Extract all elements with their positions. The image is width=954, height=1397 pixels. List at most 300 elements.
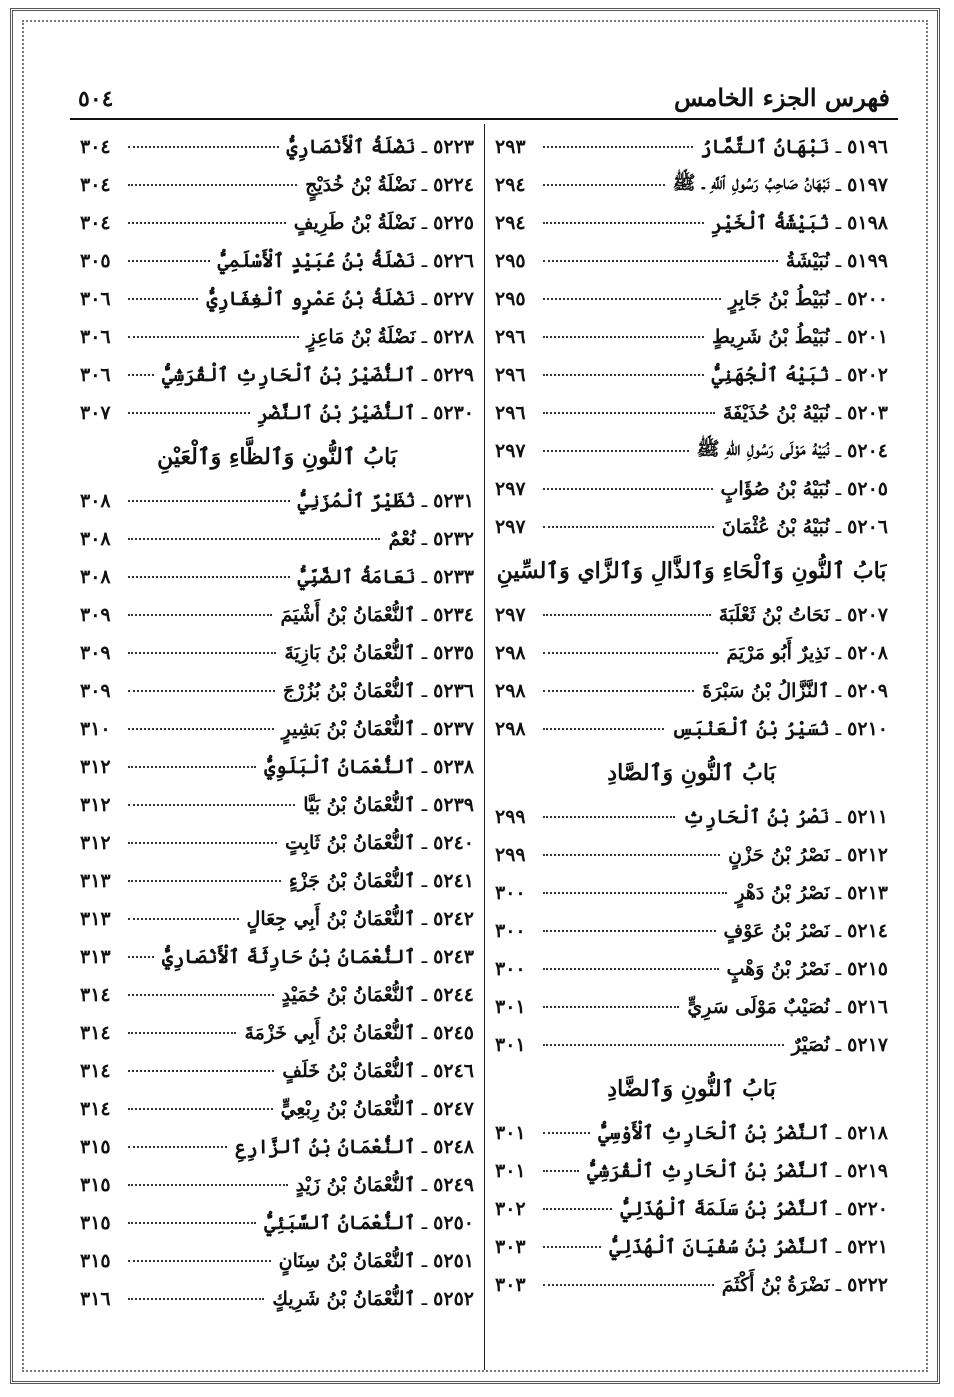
entry-number: ٥٢٢٠ (847, 1198, 888, 1220)
entry-dash: ـ (835, 364, 842, 386)
index-entry (495, 672, 888, 710)
entry-number: ٥٢٢١ (847, 1236, 888, 1258)
entry-number: ٥٢١٧ (847, 1034, 888, 1056)
dot-leader (543, 892, 727, 894)
dot-leader (128, 576, 290, 578)
entry-dash: ـ (421, 136, 428, 158)
dot-leader (128, 1070, 274, 1072)
entry-page-number: ٣٠٦ (80, 364, 111, 386)
index-entry (80, 786, 474, 824)
section-heading: بَابُ ٱلنُّونِ وَٱلضَّادِ (607, 1076, 776, 1102)
entry-number: ٥٢٠٩ (847, 680, 888, 702)
entry-dash: ـ (835, 174, 842, 196)
dot-leader (543, 260, 778, 262)
entry-name: نَذِيرٌ أَبُو مَرْيَمَ (726, 642, 830, 664)
entry-number: ٥٢١٥ (847, 958, 888, 980)
dot-leader (128, 956, 154, 958)
entry-number: ٥٢٥٢ (433, 1288, 474, 1310)
index-entry (495, 798, 888, 836)
dot-leader (543, 1044, 784, 1046)
entry-name: ٱلنُّعْمَانُ بْنُ سِنَانٍ (278, 1250, 416, 1272)
index-entry (495, 356, 888, 394)
entry-page-number: ٢٩٩ (495, 806, 526, 828)
entry-page-number: ٣١٤ (80, 1060, 111, 1082)
entry-name: نُعْمٌ (388, 528, 416, 550)
entry-page-number: ٣٠٩ (80, 604, 111, 626)
entry-name: نَصْرُ بْنُ حَزْنٍ (728, 844, 830, 866)
entry-number: ٥٢٣٤ (433, 604, 474, 626)
entry-dash: ـ (421, 1250, 428, 1272)
entry-page-number: ٣١٥ (80, 1136, 111, 1158)
entry-number: ٥١٩٧ (847, 174, 888, 196)
entry-name: ٱلنُّعْمَانُ بْنُ ٱلزَّارِعِ (235, 1136, 416, 1158)
entry-name: ٱلنُّضَيْرُ بْنُ ٱلْحَارِثِ ٱلْقُرَشِيُّ (161, 364, 416, 386)
entry-name: نُبَيْهُ بْنُ عُثْمَانَ (721, 516, 830, 538)
entry-page-number: ٢٩٧ (495, 478, 526, 500)
entry-page-number: ٢٩٧ (495, 440, 526, 462)
entry-name: ٱلنُّعْمَانُ بْنُ بَشِيرٍ (281, 718, 416, 740)
dot-leader (543, 222, 704, 224)
page-number: ٥٠٤ (78, 86, 114, 112)
index-entry (495, 836, 888, 874)
dot-leader (543, 336, 704, 338)
section-heading: بَابُ ٱلنُّونِ وَٱلصَّادِ (607, 760, 776, 786)
entry-number: ٥٢٠٥ (847, 478, 888, 500)
index-entry (80, 520, 474, 558)
entry-number: ٥٢٢٥ (433, 212, 474, 234)
entry-dash: ـ (421, 174, 428, 196)
dot-leader (128, 652, 276, 654)
entry-page-number: ٢٩٦ (495, 402, 526, 424)
entry-dash: ـ (421, 1212, 428, 1234)
entry-number: ٥٢٣٣ (433, 566, 474, 588)
entry-name: ٱلنُّعْمَانُ بْنُ بُزُرْجَ (282, 680, 416, 702)
entry-dash: ـ (421, 718, 428, 740)
index-page (70, 80, 898, 1370)
entry-dash: ـ (421, 364, 428, 386)
entry-dash: ـ (835, 680, 842, 702)
entry-page-number: ٣١٣ (80, 908, 111, 930)
entry-dash: ـ (421, 1060, 428, 1082)
entry-dash: ـ (421, 528, 428, 550)
entry-page-number: ٢٩٧ (495, 604, 526, 626)
entry-name: ٱلنُّعْمَانُ بْنُ بَازِيَةَ (284, 642, 416, 664)
entry-dash: ـ (421, 984, 428, 1006)
entry-name: نُبَيْشَةُ (785, 250, 830, 272)
dot-leader (543, 690, 694, 692)
dot-leader (128, 1298, 264, 1300)
index-entry (80, 938, 474, 976)
entry-name: ٱلنُّعْمَانُ ٱلسَّبَئِيُّ (264, 1212, 416, 1234)
dot-leader (128, 1108, 273, 1110)
entry-page-number: ٣٠٩ (80, 642, 111, 664)
entry-dash: ـ (421, 402, 428, 424)
index-entry (495, 1266, 888, 1304)
index-entry (80, 128, 474, 166)
entry-page-number: ٢٩٣ (495, 136, 526, 158)
dot-leader (543, 728, 664, 730)
entry-page-number: ٣٠٤ (80, 212, 111, 234)
index-entry (495, 318, 888, 356)
entry-dash: ـ (835, 642, 842, 664)
index-entry (80, 748, 474, 786)
entry-name: نَحَاتُ بْنُ ثَعْلَبَةَ (718, 604, 830, 626)
entry-number: ٥٢١٨ (847, 1122, 888, 1144)
entry-page-number: ٣١٢ (80, 832, 111, 854)
index-entry (80, 280, 474, 318)
entry-dash: ـ (835, 958, 842, 980)
entry-dash: ـ (421, 908, 428, 930)
index-entry (80, 634, 474, 672)
entry-name: نَصْرُ بْنُ ٱلْحَارِثِ (682, 806, 830, 828)
index-entry (495, 634, 888, 672)
dot-leader (128, 918, 239, 920)
entry-name: ٱلنُّعْمَانُ بْنُ أَبِي جِعَالٍ (246, 908, 416, 930)
entry-dash: ـ (835, 288, 842, 310)
entry-number: ٥٢٤٤ (433, 984, 474, 1006)
index-entry (495, 874, 888, 912)
index-columns (70, 124, 898, 1370)
entry-name: ٱلنَّزَّالُ بْنُ سَبْرَةَ (702, 680, 830, 702)
entry-dash: ـ (835, 516, 842, 538)
entry-number: ٥٢٠٢ (847, 364, 888, 386)
entry-page-number: ٣٠٧ (80, 402, 111, 424)
dot-leader (543, 374, 704, 376)
entry-number: ٥٢١٩ (847, 1160, 888, 1182)
entry-dash: ـ (421, 756, 428, 778)
entry-dash: ـ (835, 326, 842, 348)
dot-leader (543, 930, 716, 932)
entry-number: ٥١٩٦ (847, 136, 888, 158)
dot-leader (128, 374, 154, 376)
entry-number: ٥٢٣٨ (433, 756, 474, 778)
entry-name: نُصَيْرٌ (791, 1034, 830, 1056)
entry-name: ٱلنُّعْمَانُ بْنُ جَزْءٍ (288, 870, 416, 892)
entry-page-number: ٣٠١ (495, 996, 526, 1018)
entry-page-number: ٢٩٩ (495, 844, 526, 866)
entry-dash: ـ (835, 920, 842, 942)
entry-name: نَضْلَةُ ٱلْأَنْصَارِيُّ (286, 136, 416, 158)
dot-leader (128, 1184, 288, 1186)
index-entry (80, 204, 474, 242)
index-entry (80, 242, 474, 280)
entry-name: نُبَيْهُ مَوْلَى رَسُولِ اللهِ ﷺ (696, 438, 830, 460)
dot-leader (543, 450, 689, 452)
entry-page-number: ٢٩٧ (495, 516, 526, 538)
index-entry (495, 204, 888, 242)
entry-name: نَضْلَةُ بْنُ مَاعِزٍ (306, 326, 416, 348)
entry-dash: ـ (835, 604, 842, 626)
entry-name: ٱلنُّعْمَانُ ٱلْبَلَوِيُّ (264, 756, 416, 778)
entry-dash: ـ (421, 794, 428, 816)
index-entry (80, 1242, 474, 1280)
dot-leader (128, 538, 380, 540)
dot-leader (128, 1260, 271, 1262)
entry-number: ٥٢٠١ (847, 326, 888, 348)
entry-dash: ـ (421, 288, 428, 310)
index-entry (80, 1128, 474, 1166)
entry-number: ٥٢٢٢ (847, 1274, 888, 1296)
entry-name: نَعَامَةُ ٱلضَّبِّيُّ (297, 566, 416, 588)
entry-page-number: ٣١٥ (80, 1174, 111, 1196)
entry-number: ٥٢٠٨ (847, 642, 888, 664)
index-entry (80, 558, 474, 596)
entry-dash: ـ (421, 566, 428, 588)
dot-leader (128, 766, 256, 768)
entry-number: ٥٢٣٢ (433, 528, 474, 550)
entry-page-number: ٣٠٨ (80, 566, 111, 588)
entry-name: ٱلنُّعْمَانُ بْنُ ثَابِتٍ (285, 832, 416, 854)
entry-dash: ـ (421, 1288, 428, 1310)
entry-name: نَصْرُ بْنُ وَهْبٍ (726, 958, 830, 980)
dot-leader (128, 1146, 227, 1148)
entry-number: ٥٢٥١ (433, 1250, 474, 1272)
entry-name: ٱلنُّعْمَانُ بْنُ رِبْعِيٍّ (280, 1098, 416, 1120)
entry-dash: ـ (835, 1274, 842, 1296)
index-entry (495, 128, 888, 166)
entry-page-number: ٣٠٣ (495, 1274, 526, 1296)
dot-leader (543, 968, 719, 970)
index-entry (495, 950, 888, 988)
entry-number: ٥٢٤٩ (433, 1174, 474, 1196)
index-entry (80, 318, 474, 356)
index-entry (495, 1026, 888, 1064)
dot-leader (128, 842, 277, 844)
entry-number: ٥٢٠٤ (847, 440, 888, 462)
entry-page-number: ٢٩٨ (495, 642, 526, 664)
entry-dash: ـ (835, 1160, 842, 1182)
dot-leader (128, 1222, 256, 1224)
entry-page-number: ٣٠٠ (495, 882, 526, 904)
entry-page-number: ٣٠١ (495, 1160, 526, 1182)
index-entry (495, 988, 888, 1026)
entry-number: ٥٢٣٠ (433, 402, 474, 424)
entry-number: ٥٢٤٧ (433, 1098, 474, 1120)
entry-name: نَبْهَانُ صَاحِبُ رَسُولِ ٱللَّهِ ـ ﷺ (672, 172, 830, 194)
index-entry (495, 1114, 888, 1152)
entry-dash: ـ (421, 642, 428, 664)
entry-name: نَصْرُ بْنُ دَهْرٍ (735, 882, 830, 904)
entry-page-number: ٢٩٦ (495, 364, 526, 386)
entry-number: ٥٢٢٩ (433, 364, 474, 386)
entry-number: ٥٢٢٨ (433, 326, 474, 348)
entry-page-number: ٢٩٤ (495, 212, 526, 234)
entry-dash: ـ (421, 870, 428, 892)
entry-dash: ـ (421, 1098, 428, 1120)
entry-number: ٥٢١١ (847, 806, 888, 828)
entry-page-number: ٣٠٠ (495, 920, 526, 942)
right-column (484, 124, 898, 1370)
entry-dash: ـ (421, 1136, 428, 1158)
entry-dash: ـ (421, 326, 428, 348)
dot-leader (128, 804, 295, 806)
index-entry (80, 1052, 474, 1090)
dot-leader (543, 298, 721, 300)
entry-name: ٱلنُّعْمَانُ بْنُ أَبِي خَزْمَةَ (244, 1022, 416, 1044)
entry-dash: ـ (421, 490, 428, 512)
index-entry (80, 394, 474, 432)
entry-name: نُسَيْرُ بْنُ ٱلْعَنْبَسِ (671, 718, 830, 740)
entry-dash: ـ (835, 212, 842, 234)
entry-number: ٥٢٢٤ (433, 174, 474, 196)
dot-leader (543, 1006, 679, 1008)
dot-leader (128, 260, 210, 262)
index-entry (80, 1280, 474, 1318)
entry-dash: ـ (421, 1174, 428, 1196)
entry-name: نُظَيْرٌ ٱلْمُزَنِيُّ (297, 490, 416, 512)
index-entry (80, 596, 474, 634)
entry-number: ٥٢٢٧ (433, 288, 474, 310)
dot-leader (543, 526, 714, 528)
dot-leader (128, 880, 281, 882)
entry-page-number: ٣٠٩ (80, 680, 111, 702)
entry-page-number: ٣١٣ (80, 870, 111, 892)
section-heading: بَابُ ٱلنُّونِ وَٱلظَّاءِ وَٱلْعَيْنِ (157, 444, 397, 470)
entry-name: نُبَيْطُ بْنُ جَابِرٍ (728, 288, 830, 310)
dot-leader (128, 146, 279, 148)
dot-leader (543, 488, 713, 490)
entry-name: نَضْلَةُ بْنُ خُدَيْجٍ (305, 174, 416, 196)
index-entry (495, 394, 888, 432)
dot-leader (128, 412, 250, 414)
dot-leader (128, 500, 290, 502)
entry-name: نُصَيْبٌ مَوْلَى سَرِيٍّ (687, 996, 830, 1018)
entry-number: ٥٢٣١ (433, 490, 474, 512)
index-entry (80, 862, 474, 900)
index-entry (495, 242, 888, 280)
index-entry (80, 1166, 474, 1204)
entry-number: ٥١٩٨ (847, 212, 888, 234)
entry-name: نُبَيْهُ بْنُ صُؤَابٍ (720, 478, 830, 500)
entry-dash: ـ (835, 996, 842, 1018)
entry-dash: ـ (835, 882, 842, 904)
entry-page-number: ٣٠٥ (80, 250, 111, 272)
entry-page-number: ٣١٥ (80, 1250, 111, 1272)
entry-name: نَضْلَةُ بْنُ عُبَيْدٍ ٱلْأَسْلَمِيُّ (217, 250, 416, 272)
entry-dash: ـ (421, 1022, 428, 1044)
entry-name: ٱلنُّضَيْرُ بْنُ ٱلنَّضْرِ (257, 402, 416, 424)
entry-page-number: ٣١٤ (80, 1022, 111, 1044)
entry-dash: ـ (835, 478, 842, 500)
entry-number: ٥٢٠٣ (847, 402, 888, 424)
entry-number: ٥٢٣٥ (433, 642, 474, 664)
entry-name: ٱلنُّعْمَانُ بْنُ بَيَّا (303, 794, 416, 816)
entry-name: ٱلنَّضْرُ بْنُ ٱلْحَارِثِ ٱلْأَوْسِيُّ (598, 1122, 830, 1144)
entry-page-number: ٣١٣ (80, 946, 111, 968)
entry-dash: ـ (835, 402, 842, 424)
dot-leader (128, 994, 274, 996)
entry-page-number: ٣٠٦ (80, 288, 111, 310)
entry-dash: ـ (835, 718, 842, 740)
entry-page-number: ٣٠٨ (80, 490, 111, 512)
entry-number: ٥٢١٢ (847, 844, 888, 866)
entry-page-number: ٣٠١ (495, 1034, 526, 1056)
index-entry (80, 672, 474, 710)
entry-name: ٱلنُّعْمَانُ بْنُ زَيْدٍ (295, 1174, 416, 1196)
entry-page-number: ٣٠٠ (495, 958, 526, 980)
entry-dash: ـ (421, 680, 428, 702)
entry-dash: ـ (421, 212, 428, 234)
left-column (70, 124, 484, 1370)
entry-page-number: ٣١٠ (80, 718, 111, 740)
section-heading: بَابُ ٱلنُّونِ وَٱلْحَاءِ وَٱلذَّالِ وَٱلزَّاي وَٱلسِّينِ (496, 558, 887, 584)
index-entry (495, 710, 888, 748)
index-entry (80, 900, 474, 938)
entry-dash: ـ (835, 1122, 842, 1144)
entry-page-number: ٢٩٨ (495, 680, 526, 702)
entry-page-number: ٣٠١ (495, 1122, 526, 1144)
entry-page-number: ٣١٢ (80, 756, 111, 778)
entry-page-number: ٢٩٥ (495, 288, 526, 310)
running-title: فهرس الجزء الخامس (673, 83, 890, 112)
index-entry (80, 976, 474, 1014)
entry-page-number: ٣٠٤ (80, 174, 111, 196)
index-entry (495, 508, 888, 546)
entry-name: نُبَيْطُ بْنُ شَرِيطٍ (712, 326, 830, 348)
dot-leader (128, 1032, 236, 1034)
entry-number: ٥٢٣٦ (433, 680, 474, 702)
entry-page-number: ٣٠٤ (80, 136, 111, 158)
entry-dash: ـ (421, 832, 428, 854)
index-entry (495, 596, 888, 634)
index-entry (80, 482, 474, 520)
entry-dash: ـ (835, 440, 842, 462)
dot-leader (543, 816, 675, 818)
dot-leader (543, 1170, 579, 1172)
entry-number: ٥٢٤٠ (433, 832, 474, 854)
entry-name: ٱلنُّعْمَانُ بْنُ حُمَيْدٍ (281, 984, 416, 1006)
entry-page-number: ٢٩٤ (495, 174, 526, 196)
dot-leader (543, 614, 711, 616)
entry-name: نُبَيْهُ ٱلْجُهَنِيُّ (711, 364, 830, 386)
entry-dash: ـ (421, 946, 428, 968)
page-header (70, 80, 898, 120)
entry-page-number: ٢٩٨ (495, 718, 526, 740)
index-entry (495, 1228, 888, 1266)
entry-number: ٥٢١٣ (847, 882, 888, 904)
dot-leader (128, 336, 299, 338)
entry-number: ٥٢٤٨ (433, 1136, 474, 1158)
entry-number: ٥٢٤٥ (433, 1022, 474, 1044)
entry-number: ٥٢٢٦ (433, 250, 474, 272)
entry-number: ٥٢٠٠ (847, 288, 888, 310)
entry-number: ٥٢٣٧ (433, 718, 474, 740)
entry-page-number: ٣١٢ (80, 794, 111, 816)
dot-leader (543, 146, 693, 148)
dot-leader (543, 1246, 601, 1248)
entry-number: ٥٢٠٦ (847, 516, 888, 538)
index-entry (80, 356, 474, 394)
index-entry (80, 1204, 474, 1242)
entry-page-number: ٣٠٢ (495, 1198, 526, 1220)
entry-page-number: ٣١٤ (80, 984, 111, 1006)
entry-name: نَضْرَةُ بْنُ أَكْثَمَ (721, 1274, 830, 1296)
entry-name: ٱلنُّعْمَانُ بْنُ خَلَفٍ (282, 1060, 416, 1082)
index-entry (80, 1014, 474, 1052)
index-entry (80, 1090, 474, 1128)
dot-leader (128, 728, 274, 730)
entry-dash: ـ (835, 806, 842, 828)
entry-number: ٥٢٤٢ (433, 908, 474, 930)
entry-number: ٥١٩٩ (847, 250, 888, 272)
entry-number: ٥٢٠٧ (847, 604, 888, 626)
dot-leader (128, 184, 297, 186)
index-entry (80, 824, 474, 862)
entry-number: ٥٢١٤ (847, 920, 888, 942)
entry-number: ٥٢٣٩ (433, 794, 474, 816)
entry-name: نُبَيْشَةُ ٱلْخَيْرِ (711, 212, 830, 234)
dot-leader (128, 222, 286, 224)
